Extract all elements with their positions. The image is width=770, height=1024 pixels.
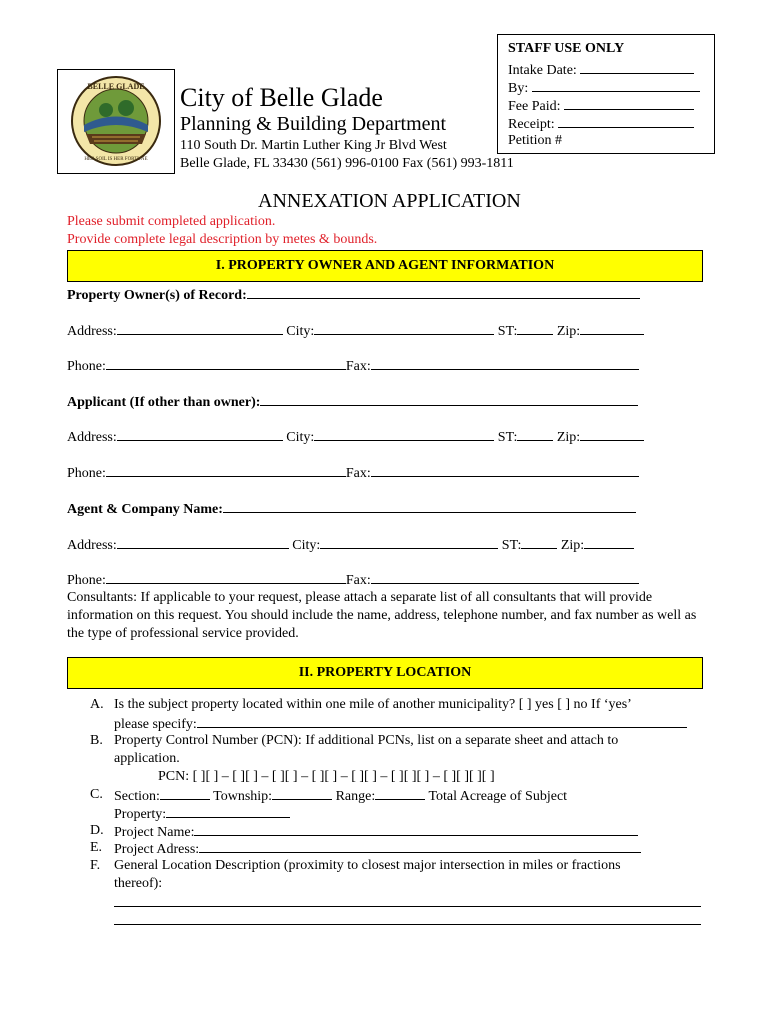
- location-description-line-1[interactable]: [114, 906, 701, 907]
- note-legal-description: Provide complete legal description by metes & bounds.: [67, 232, 378, 247]
- page-title: City of Belle Glade: [180, 83, 383, 112]
- receipt-field[interactable]: Receipt:: [508, 115, 694, 133]
- item-b-text-2: application.: [114, 751, 180, 766]
- item-b-marker: B.: [90, 733, 103, 748]
- item-f-text-2: thereof):: [114, 876, 163, 891]
- item-c-row[interactable]: Section: Township: Range: Total Acreage of Subject: [114, 789, 568, 804]
- item-c-property-field[interactable]: Property:: [114, 805, 290, 823]
- owner-address-row[interactable]: Address: City: ST: Zip:: [67, 322, 644, 340]
- applicant-field[interactable]: Applicant (If other than owner):: [67, 393, 638, 411]
- owner-field[interactable]: Property Owner(s) of Record:: [67, 286, 640, 304]
- agent-address-row[interactable]: Address: City: ST: Zip:: [67, 536, 634, 554]
- agent-phone-row[interactable]: Phone: Fax:: [67, 571, 639, 589]
- fee-paid-field[interactable]: Fee Paid:: [508, 97, 694, 115]
- agent-field[interactable]: Agent & Company Name:: [67, 500, 636, 518]
- svg-text:BELLE GLADE: BELLE GLADE: [87, 82, 145, 91]
- department-name: Planning & Building Department: [180, 113, 447, 135]
- item-a-specify-field[interactable]: please specify:: [114, 715, 687, 733]
- svg-text:HER SOIL IS HER FORTUNE: HER SOIL IS HER FORTUNE: [84, 157, 148, 162]
- note-submit: Please submit completed application.: [67, 214, 276, 229]
- item-b-text: Property Control Number (PCN): If additional PCNs, list on a separate sheet and attach to: [114, 733, 619, 748]
- location-description-line-2[interactable]: [114, 924, 701, 925]
- owner-phone-row[interactable]: Phone: Fax:: [67, 357, 639, 375]
- address-line-2: Belle Glade, FL 33430 (561) 996-0100 Fax (561) 993-1811: [180, 156, 514, 171]
- city-seal-logo: [57, 69, 175, 174]
- item-f-text: General Location Description (proximity to closest major intersection in miles or fractions: [114, 858, 621, 873]
- intake-date-field[interactable]: Intake Date:: [508, 61, 694, 79]
- item-a-marker: A.: [90, 697, 104, 712]
- staff-heading: STAFF USE ONLY: [508, 41, 625, 56]
- applicant-address-row[interactable]: Address: City: ST: Zip:: [67, 428, 644, 446]
- staff-use-box: [497, 34, 715, 154]
- item-a-question[interactable]: Is the subject property located within one mile of another municipality? [ ] yes [ ] no If ‘yes’: [114, 697, 632, 712]
- item-d-marker: D.: [90, 823, 104, 838]
- item-c-marker: C.: [90, 787, 103, 802]
- item-e-marker: E.: [90, 840, 103, 855]
- by-field[interactable]: By:: [508, 79, 700, 97]
- section-1-heading: I. PROPERTY OWNER AND AGENT INFORMATION: [67, 250, 703, 282]
- consultants-paragraph: Consultants: If applicable to your request, please attach a separate list of all consultants that will provide information on this request. You should include the name, address, telephone number, and fax number as well as the type of professional service provided.: [67, 590, 697, 641]
- section-2-heading: II. PROPERTY LOCATION: [67, 657, 703, 689]
- project-name-field[interactable]: Project Name:: [114, 823, 638, 841]
- petition-field[interactable]: Petition #: [508, 133, 563, 148]
- applicant-phone-row[interactable]: Phone: Fax:: [67, 464, 639, 482]
- form-title: ANNEXATION APPLICATION: [258, 190, 521, 212]
- pcn-field[interactable]: PCN: [ ][ ] – [ ][ ] – [ ][ ] – [ ][ ] – [ ][ ] – [ ][ ][ ] – [ ][ ][ ][ ]: [158, 769, 495, 784]
- address-line-1: 110 South Dr. Martin Luther King Jr Blvd West: [180, 138, 447, 153]
- project-address-field[interactable]: Project Adress:: [114, 840, 641, 858]
- item-f-marker: F.: [90, 858, 101, 873]
